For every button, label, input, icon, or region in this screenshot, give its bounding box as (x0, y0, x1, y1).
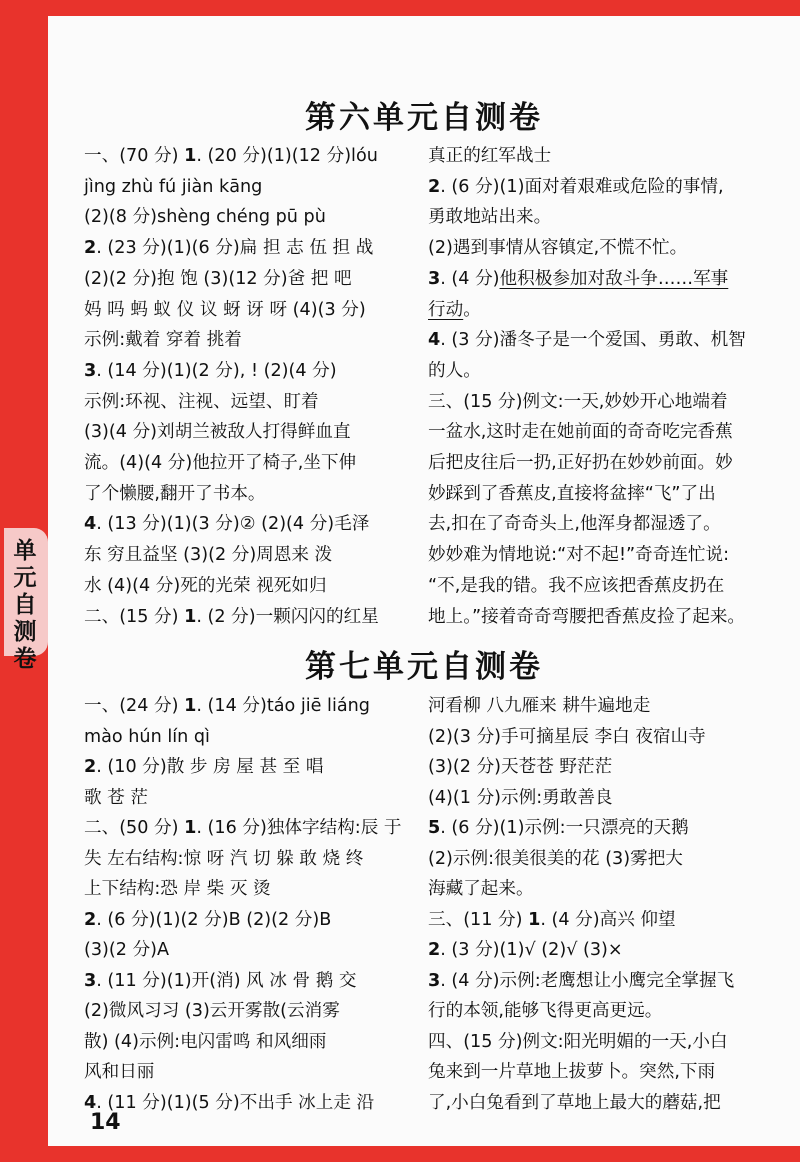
text: 勇敢地站出来。 (428, 207, 552, 228)
text: (3)(2 分)天苍苍 野茫茫 (428, 757, 613, 777)
text: 二、(50 分) (84, 818, 185, 838)
question-number: 4 (84, 1092, 97, 1113)
text: 真正的红军战士 (428, 146, 552, 166)
text: 一、(70 分) (84, 146, 185, 166)
text: . (10 分)散 步 房 屋 甚 至 唱 (96, 757, 324, 777)
text: 歌 苍 茫 (84, 787, 148, 808)
text: . (2 分)一颗闪闪的红星 (196, 606, 379, 627)
text: . (4 分)高兴 仰望 (540, 909, 676, 930)
text: “不,是我的错。我不应该把香蕉皮扔在 (428, 575, 725, 596)
question-number: 2 (84, 909, 97, 930)
text: 行的本领,能够飞得更高更远。 (428, 1001, 663, 1021)
text: (4)(1 分)示例:勇敢善良 (428, 787, 613, 808)
text: 兔来到一片草地上拔萝卜。突然,下雨 (428, 1062, 716, 1082)
answer-line (428, 328, 746, 352)
text: . (20 分)(1)(12 分)lóu (196, 146, 378, 166)
underlined-text: 行动 (428, 299, 464, 320)
answer-line (428, 144, 551, 168)
text: . (11 分)(1)开(消) 风 冰 骨 鹅 交 (96, 970, 357, 991)
text: 一、(24 分) (84, 696, 185, 716)
answer-line (84, 236, 373, 260)
answer-line (428, 969, 734, 993)
unit7-title: 第七单元自测卷 (305, 649, 543, 685)
text: 地上。”接着奇奇弯腰把香蕉皮捡了起来。 (428, 606, 746, 627)
question-number: 1 (184, 146, 197, 166)
text: 三、(15 分)例文:一天,妙妙开心地端着 (428, 391, 728, 412)
underlined-text: 他积极参加对敌斗争……军事 (499, 268, 729, 289)
answer-line (428, 267, 728, 291)
answer-line (428, 725, 706, 749)
side-tab-label: 单元自测卷 (13, 538, 37, 672)
question-number: 3 (84, 360, 97, 381)
answer-line (84, 725, 210, 749)
answer-line (428, 236, 687, 260)
answer-line (428, 877, 534, 901)
answer-line (84, 847, 363, 871)
answer-line (84, 908, 331, 932)
answer-line (428, 1030, 728, 1054)
answer-line (428, 175, 724, 199)
answer-line (84, 451, 356, 475)
text: (3)(4 分)刘胡兰被敌人打得鲜血直 (84, 422, 351, 443)
text: mào hún lín qì (84, 726, 210, 747)
text: (2)(8 分)shèng chéng pū pù (84, 207, 326, 228)
answer-line (84, 205, 326, 229)
answer-line (428, 1060, 715, 1084)
text: (2)示例:很美很美的花 (3)雾把大 (428, 848, 683, 869)
text: 妈 吗 蚂 蚁 仪 议 蚜 讶 呀 (4)(3 分) (84, 299, 366, 320)
answer-line (84, 969, 357, 993)
answer-line (84, 938, 169, 962)
question-number: 3 (428, 268, 441, 289)
answer-line (428, 451, 733, 475)
answer-line (84, 816, 402, 840)
answer-line (84, 328, 242, 352)
text: (2)遇到事情从容镇定,不慌不忙。 (428, 238, 688, 259)
answer-line (428, 1091, 721, 1115)
text: . (14 分)(1)(2 分), ! (2)(4 分) (96, 360, 337, 381)
answer-line (84, 144, 378, 168)
answer-line (428, 938, 623, 962)
answer-line (84, 605, 379, 629)
answer-line (428, 847, 683, 871)
text: 风和日丽 (84, 1062, 155, 1082)
answer-line (428, 359, 481, 383)
answer-line (84, 786, 148, 810)
text: . (4 分) (440, 268, 500, 289)
answer-line (428, 205, 551, 229)
question-number: 2 (84, 757, 97, 777)
page (48, 16, 800, 1146)
question-number: 1 (184, 606, 197, 627)
question-number: 5 (428, 818, 441, 838)
text: 散) (4)示例:电闪雷鸣 和风细雨 (84, 1031, 327, 1052)
answer-line (84, 298, 366, 322)
text: . (23 分)(1)(6 分)扁 担 志 伍 担 战 (96, 238, 374, 259)
text: 示例:环视、注视、远望、盯着 (84, 391, 319, 412)
text: (2)(3 分)手可摘星辰 李白 夜宿山寺 (428, 726, 706, 747)
text: . (14 分)táo jiē liáng (196, 696, 370, 716)
answer-line (428, 574, 724, 598)
page-number: 14 (90, 1110, 121, 1135)
question-number: 2 (84, 238, 97, 259)
answer-line (84, 390, 319, 414)
answer-line (84, 1030, 326, 1054)
unit6-title: 第六单元自测卷 (305, 100, 543, 136)
text: 的人。 (428, 360, 481, 381)
answer-line (428, 543, 729, 567)
answer-line (84, 420, 351, 444)
answer-line (428, 999, 662, 1023)
text: (2)(2 分)抱 饱 (3)(12 分)爸 把 吧 (84, 268, 352, 289)
question-number: 3 (428, 970, 441, 991)
text: . (6 分)(1)(2 分)B (2)(2 分)B (96, 909, 332, 930)
answer-line (84, 512, 369, 536)
text: . (13 分)(1)(3 分)② (2)(4 分)毛泽 (96, 514, 370, 535)
question-number: 3 (84, 970, 97, 991)
answer-line (84, 877, 271, 901)
text: (3)(2 分)A (84, 940, 170, 960)
text: jìng zhù fú jiàn kāng (84, 176, 263, 197)
text: . (3 分)(1)√ (2)√ (3)× (440, 940, 623, 960)
text: . (4 分)示例:老鹰想让小鹰完全掌握飞 (440, 970, 735, 991)
answer-line (84, 359, 337, 383)
answer-line (428, 786, 613, 810)
text: 东 穷且益坚 (3)(2 分)周恩来 泼 (84, 545, 333, 566)
answer-line (84, 1091, 374, 1115)
text: (2)微风习习 (3)云开雾散(云消雾 (84, 1001, 340, 1021)
answer-line (84, 1060, 154, 1084)
text: 妙妙难为情地说:“对不起!”奇奇连忙说: (428, 545, 730, 566)
text: 。 (463, 299, 481, 320)
answer-line (84, 482, 266, 506)
text: 失 左右结构:惊 呀 汽 切 躲 敢 烧 终 (84, 848, 364, 869)
text: 四、(15 分)例文:阳光明媚的一天,小白 (428, 1031, 728, 1052)
text: 去,扣在了奇奇头上,他浑身都湿透了。 (428, 514, 721, 535)
answer-line (84, 999, 340, 1023)
text: 水 (4)(4 分)死的光荣 视死如归 (84, 575, 327, 596)
text: 了,小白兔看到了草地上最大的蘑菇,把 (428, 1092, 721, 1113)
question-number: 4 (84, 514, 97, 535)
answer-line (428, 908, 676, 932)
answer-line (428, 816, 689, 840)
text: 流。(4)(4 分)他拉开了椅子,坐下伸 (84, 453, 357, 473)
text: 妙踩到了香蕉皮,直接将盆摔“飞”了出 (428, 483, 716, 504)
answer-line (428, 755, 612, 779)
answer-line (428, 298, 481, 322)
text: 河看柳 八九雁来 耕牛遍地走 (428, 696, 651, 716)
answer-line (428, 512, 721, 536)
text: . (11 分)(1)(5 分)不出手 冰上走 沿 (96, 1092, 375, 1113)
answer-line (84, 755, 323, 779)
answer-line (428, 420, 733, 444)
text: 上下结构:恐 岸 柴 灭 烫 (84, 879, 271, 899)
answer-line (84, 543, 332, 567)
text: 后把皮往后一扔,正好扔在妙妙前面。妙 (428, 453, 733, 473)
side-tab (4, 528, 48, 672)
question-number: 2 (428, 940, 441, 960)
answer-line (428, 390, 728, 414)
answer-line (428, 694, 650, 718)
text: 一盆水,这时走在她前面的奇奇吃完香蕉 (428, 422, 733, 443)
text: 二、(15 分) (84, 606, 185, 627)
text: . (3 分)潘冬子是一个爱国、勇敢、机智 (440, 330, 746, 351)
answer-line (84, 574, 327, 598)
question-number: 4 (428, 330, 441, 351)
question-number: 1 (528, 909, 541, 930)
text: . (16 分)独体字结构:辰 于 (196, 818, 402, 838)
text: 三、(11 分) (428, 909, 529, 930)
text: . (6 分)(1)示例:一只漂亮的天鹅 (440, 818, 689, 838)
answer-line (84, 267, 352, 291)
answer-line (428, 605, 745, 629)
question-number: 2 (428, 176, 441, 197)
question-number: 1 (184, 818, 197, 838)
text: 了个懒腰,翻开了书本。 (84, 483, 266, 504)
answer-line (428, 482, 716, 506)
text: 海藏了起来。 (428, 879, 534, 899)
answer-line (84, 175, 262, 199)
text: 示例:戴着 穿着 挑着 (84, 330, 242, 351)
question-number: 1 (184, 696, 197, 716)
text: . (6 分)(1)面对着艰难或危险的事情, (440, 176, 724, 197)
answer-line (84, 694, 370, 718)
